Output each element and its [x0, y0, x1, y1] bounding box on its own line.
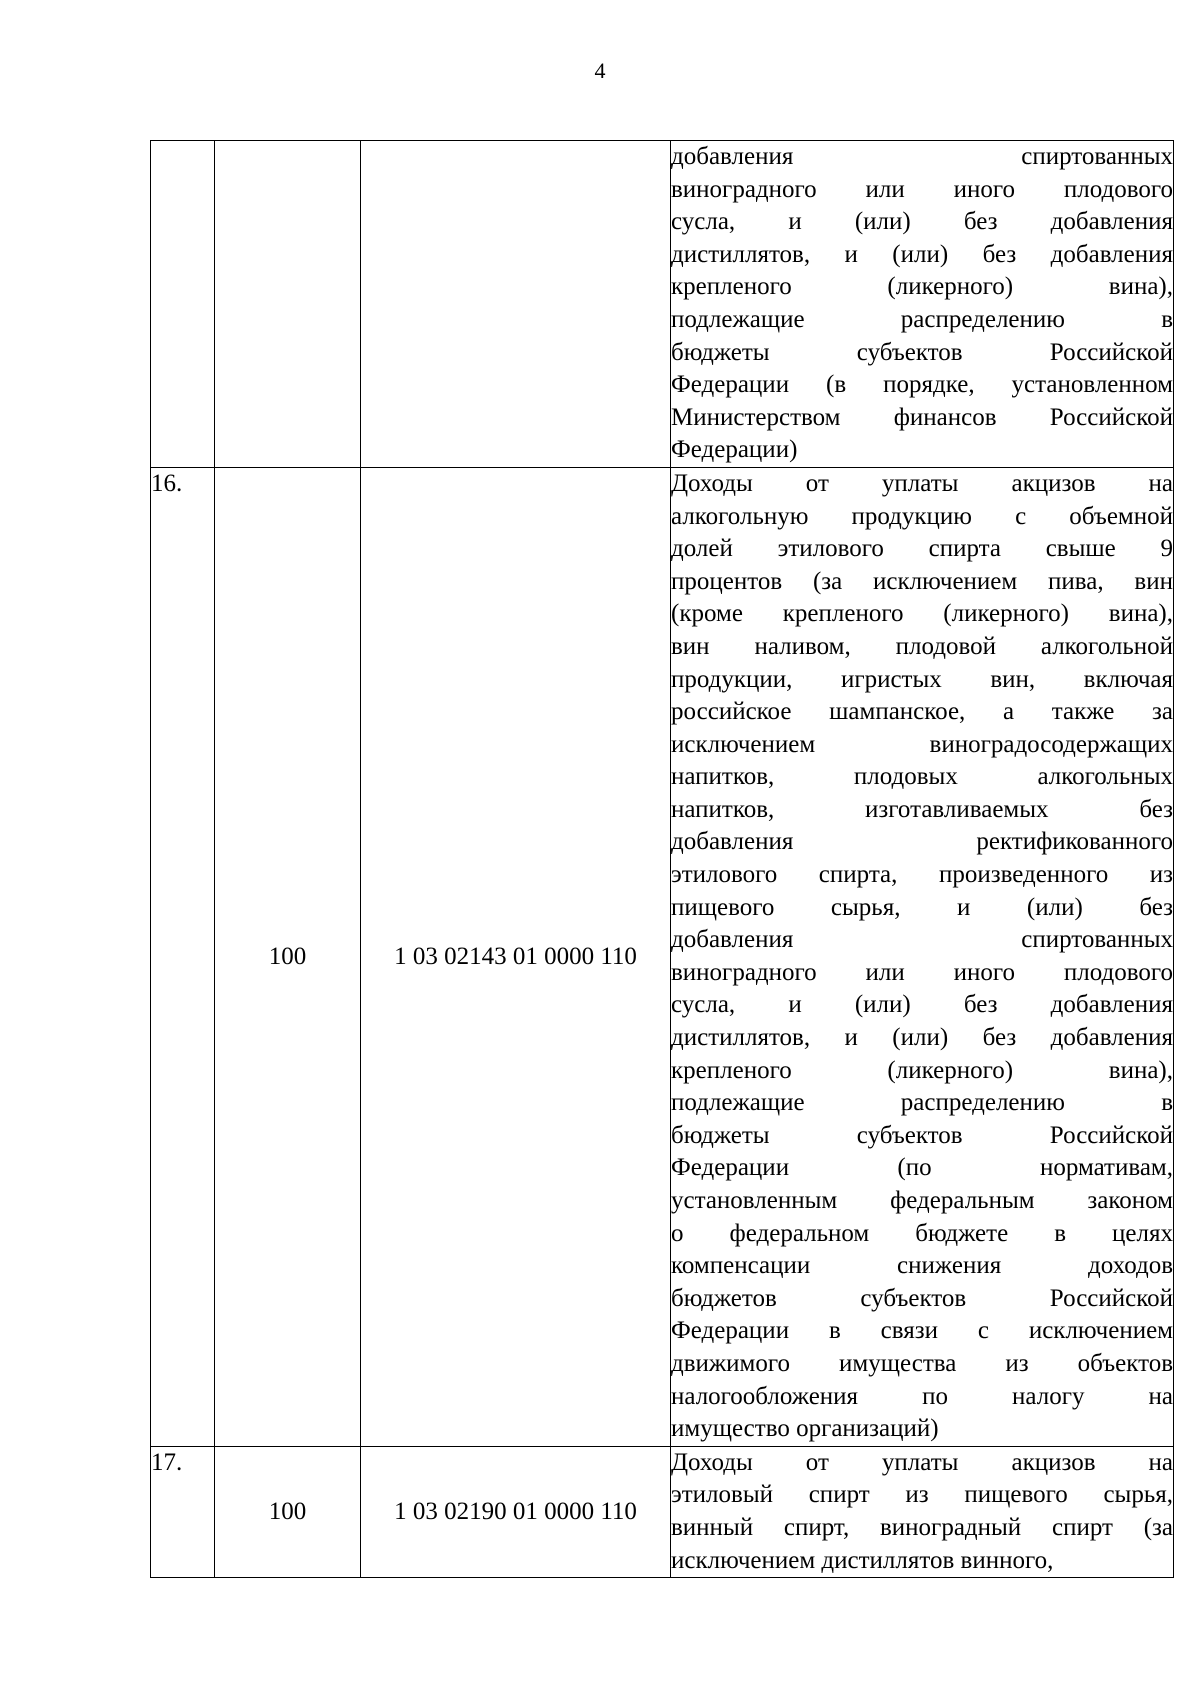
- description-line: компенсации снижения доходов: [671, 1252, 1173, 1280]
- description-line: сусла, и (или) без добавления: [671, 208, 1173, 236]
- description-line: о федеральном бюджете в целях: [671, 1219, 1173, 1247]
- description-line: винный спирт, виноградный спирт (за: [671, 1513, 1173, 1541]
- description-line: вин наливом, плодовой алкогольной: [671, 632, 1173, 660]
- description-line: напитков, изготавливаемых без: [671, 795, 1173, 823]
- description-line: виноградного или иного плодового: [671, 175, 1173, 203]
- description-line: (кроме крепленого (ликерного) вина),: [671, 600, 1173, 628]
- description-line: виноградного или иного плодового: [671, 958, 1173, 986]
- budget-classification-code-cell: 1 03 02143 01 0000 110: [361, 467, 671, 1446]
- description-line: Федерации (по нормативам,: [671, 1154, 1173, 1182]
- description-line: исключением дистиллятов винного,: [671, 1546, 1054, 1574]
- description-line: Министерством финансов Российской: [671, 403, 1173, 431]
- description-line: сусла, и (или) без добавления: [671, 991, 1173, 1019]
- description-line: долей этилового спирта свыше 9: [671, 535, 1173, 563]
- revenue-description-cell: [671, 141, 1174, 468]
- description-line: пищевого сырья, и (или) без: [671, 893, 1173, 921]
- description-line: этиловый спирт из пищевого сырья,: [671, 1481, 1173, 1509]
- description-line: добавления спиртованных: [671, 926, 1173, 954]
- description-line: Доходы от уплаты акцизов на: [671, 469, 1173, 497]
- row-number-cell: 16.: [151, 467, 215, 1446]
- revenue-description-cell: [671, 1446, 1174, 1577]
- description-line: алкогольную продукцию с объемной: [671, 502, 1173, 530]
- admin-code-cell: 100: [215, 467, 361, 1446]
- budget-classification-code-cell: [361, 141, 671, 468]
- description-line: российское шампанское, а также за: [671, 698, 1173, 726]
- description-line: Федерации): [671, 436, 798, 464]
- description-line: Федерации в связи с исключением: [671, 1317, 1173, 1345]
- description-line: добавления спиртованных: [671, 143, 1173, 170]
- description-line: имущество организаций): [671, 1415, 939, 1443]
- description-line: дистиллятов, и (или) без добавления: [671, 1024, 1173, 1052]
- description-line: бюджеты субъектов Российской: [671, 338, 1173, 366]
- description-line: продукции, игристых вин, включая: [671, 665, 1173, 693]
- description-line: подлежащие распределению в: [671, 305, 1173, 333]
- description-line: бюджеты субъектов Российской: [671, 1121, 1173, 1149]
- row-number-cell: 17.: [151, 1446, 215, 1577]
- revenue-codes-table: [150, 140, 1174, 1578]
- description-line: крепленого (ликерного) вина),: [671, 273, 1173, 301]
- description-line: Федерации (в порядке, установленном: [671, 371, 1173, 399]
- admin-code-cell: 100: [215, 1446, 361, 1577]
- description-line: бюджетов субъектов Российской: [671, 1284, 1173, 1312]
- table-row: [151, 141, 1174, 468]
- description-line: крепленого (ликерного) вина),: [671, 1056, 1173, 1084]
- budget-classification-code-cell: 1 03 02190 01 0000 110: [361, 1446, 671, 1577]
- table-row: [151, 1446, 1174, 1577]
- description-line: подлежащие распределению в: [671, 1089, 1173, 1117]
- table-row: [151, 467, 1174, 1446]
- description-line: установленным федеральным законом: [671, 1187, 1173, 1214]
- description-line: напитков, плодовых алкогольных: [671, 763, 1173, 791]
- description-line: исключением виноградосодержащих: [671, 730, 1173, 758]
- description-line: Доходы от уплаты акцизов на: [671, 1448, 1173, 1476]
- description-line: налогообложения по налогу на: [671, 1382, 1173, 1410]
- admin-code-cell: [215, 141, 361, 468]
- description-line: добавления ректификованного: [671, 828, 1173, 856]
- description-line: движимого имущества из объектов: [671, 1349, 1173, 1377]
- row-number-cell: [151, 141, 215, 468]
- revenue-description-cell: [671, 467, 1174, 1446]
- description-line: дистиллятов, и (или) без добавления: [671, 240, 1173, 268]
- description-line: этилового спирта, произведенного из: [671, 861, 1173, 889]
- page-number: 4: [594, 58, 606, 83]
- description-line: процентов (за исключением пива, вин: [671, 567, 1173, 595]
